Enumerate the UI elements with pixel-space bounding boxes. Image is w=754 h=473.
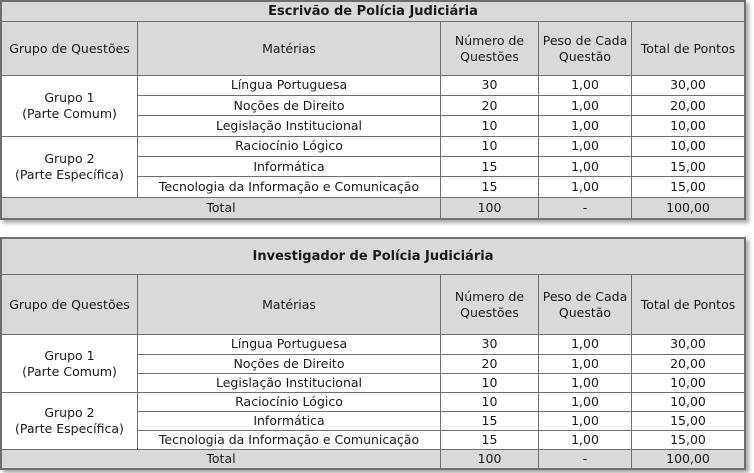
peso-cell: 1,00 [539,392,632,411]
peso-cell: 1,00 [539,411,632,430]
table-escrivao [0,0,746,220]
group-cell [2,136,138,197]
peso-cell: 1,00 [539,96,632,116]
numero-cell: 30 [441,335,539,354]
peso-cell: 1,00 [539,156,632,176]
total-peso: - [539,449,632,468]
numero-cell: 20 [441,354,539,373]
header-grupo: Grupo de Questões [2,22,138,75]
group-subtitle: (Parte Específica) [15,166,124,182]
materia-cell: Tecnologia da Informação e Comunicação [138,177,441,197]
total-cell: 15,00 [632,177,745,197]
header-peso: Peso de Cada Questão [539,275,632,335]
group-subtitle: (Parte Comum) [22,363,117,379]
numero-cell: 15 [441,430,539,449]
table-row [2,136,745,156]
peso-cell: 1,00 [539,75,632,95]
numero-cell: 10 [441,136,539,156]
total-cell: 15,00 [632,156,745,176]
group-cell [2,335,138,392]
total-label: Total [2,449,441,468]
materia-cell: Informática [138,411,441,430]
materia-cell: Tecnologia da Informação e Comunicação [138,430,441,449]
group-name: Grupo 1 [44,89,95,105]
numero-cell: 10 [441,392,539,411]
materia-cell: Língua Portuguesa [138,335,441,354]
materia-cell: Raciocínio Lógico [138,392,441,411]
materia-cell: Noções de Direito [138,354,441,373]
header-total: Total de Pontos [632,275,745,335]
total-label: Total [2,197,441,218]
total-pontos: 100,00 [632,449,745,468]
peso-cell: 1,00 [539,116,632,136]
group-subtitle: (Parte Específica) [15,420,124,436]
materia-cell: Língua Portuguesa [138,75,441,95]
materia-cell: Noções de Direito [138,96,441,116]
materia-cell: Informática [138,156,441,176]
numero-cell: 20 [441,96,539,116]
total-numero: 100 [441,449,539,468]
header-peso: Peso de Cada Questão [539,22,632,75]
group-name: Grupo 1 [44,347,95,363]
peso-cell: 1,00 [539,430,632,449]
materia-cell: Legislação Institucional [138,116,441,136]
header-materias: Matérias [138,275,441,335]
peso-cell: 1,00 [539,177,632,197]
table-row [2,392,745,411]
table-title: Investigador de Polícia Judiciária [2,239,745,275]
total-cell: 15,00 [632,430,745,449]
table-row [2,75,745,95]
materia-cell: Legislação Institucional [138,373,441,392]
table-title: Escrivão de Polícia Judiciária [2,2,745,22]
total-numero: 100 [441,197,539,218]
numero-cell: 30 [441,75,539,95]
header-numero: Número de Questões [441,22,539,75]
total-cell: 30,00 [632,335,745,354]
total-peso: - [539,197,632,218]
peso-cell: 1,00 [539,354,632,373]
total-cell: 30,00 [632,75,745,95]
total-cell: 10,00 [632,392,745,411]
peso-cell: 1,00 [539,335,632,354]
total-row [2,449,745,468]
numero-cell: 15 [441,156,539,176]
total-cell: 10,00 [632,116,745,136]
peso-cell: 1,00 [539,373,632,392]
header-total: Total de Pontos [632,22,745,75]
group-cell [2,392,138,449]
numero-cell: 15 [441,411,539,430]
total-cell: 10,00 [632,136,745,156]
group-cell [2,75,138,136]
total-cell: 10,00 [632,373,745,392]
header-materias: Matérias [138,22,441,75]
table-investigador [0,237,746,470]
numero-cell: 15 [441,177,539,197]
numero-cell: 10 [441,116,539,136]
group-name: Grupo 2 [44,150,95,166]
header-numero: Número de Questões [441,275,539,335]
total-cell: 20,00 [632,354,745,373]
numero-cell: 10 [441,373,539,392]
group-subtitle: (Parte Comum) [22,105,117,121]
peso-cell: 1,00 [539,136,632,156]
group-name: Grupo 2 [44,404,95,420]
materia-cell: Raciocínio Lógico [138,136,441,156]
header-grupo: Grupo de Questões [2,275,138,335]
total-cell: 20,00 [632,96,745,116]
total-cell: 15,00 [632,411,745,430]
total-pontos: 100,00 [632,197,745,218]
total-row [2,197,745,218]
table-row [2,335,745,354]
